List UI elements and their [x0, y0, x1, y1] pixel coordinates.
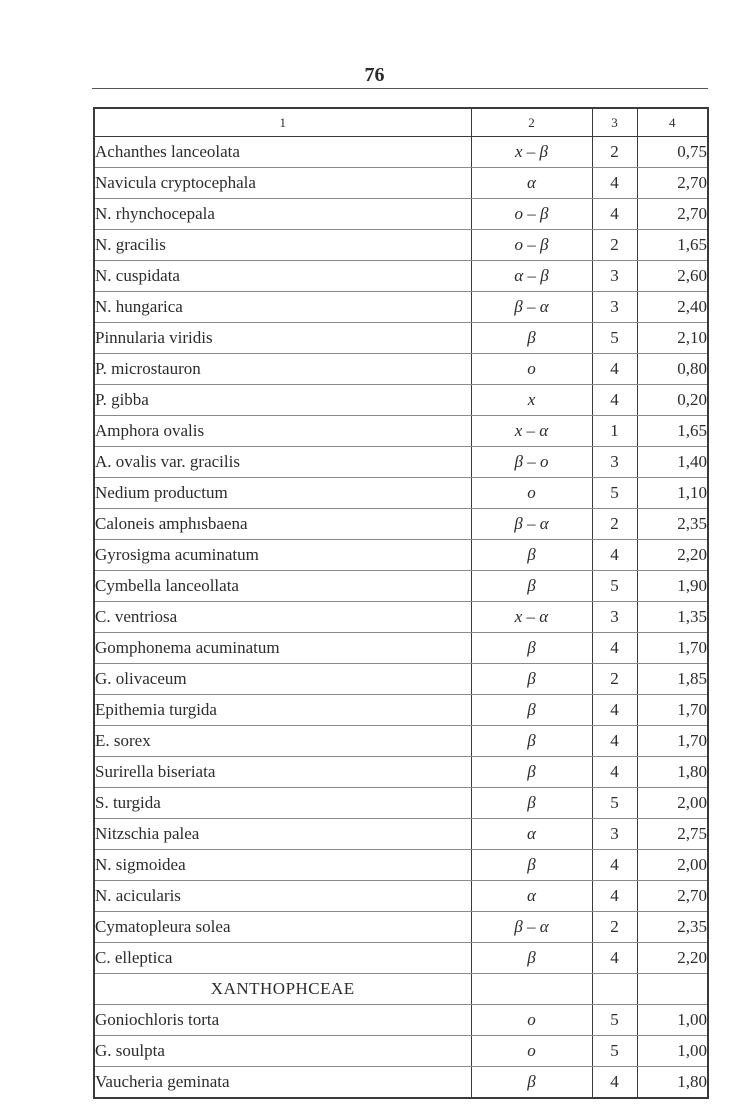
saprobity-grade: β — [471, 726, 592, 757]
table-row — [94, 323, 708, 354]
saprobity-grade: β — [471, 540, 592, 571]
species-name: Cymbella lanceollata — [94, 571, 471, 602]
column-4-value: 0,80 — [637, 354, 708, 385]
table-row — [94, 912, 708, 943]
table-row — [94, 602, 708, 633]
species-name: Navicula cryptocephala — [94, 168, 471, 199]
section-title: XANTHOPHCEAE — [94, 974, 471, 1005]
table-row — [94, 261, 708, 292]
column-3-value: 4 — [592, 385, 637, 416]
table-row — [94, 385, 708, 416]
saprobity-grade: o — [471, 354, 592, 385]
table-row — [94, 664, 708, 695]
column-3-value: 3 — [592, 819, 637, 850]
column-3-value: 4 — [592, 881, 637, 912]
column-4-value: 2,10 — [637, 323, 708, 354]
table-row — [94, 230, 708, 261]
column-3-value: 4 — [592, 633, 637, 664]
column-4-value: 2,35 — [637, 509, 708, 540]
table-row — [94, 416, 708, 447]
column-3-value: 3 — [592, 292, 637, 323]
table-row — [94, 1036, 708, 1067]
column-header-3: 3 — [592, 108, 637, 137]
species-name: N. cuspidata — [94, 261, 471, 292]
column-3-value: 4 — [592, 757, 637, 788]
species-name: Goniochloris torta — [94, 1005, 471, 1036]
saprobity-grade: β — [471, 571, 592, 602]
species-name: P. microstauron — [94, 354, 471, 385]
column-3-value: 3 — [592, 447, 637, 478]
column-4-value: 2,40 — [637, 292, 708, 323]
column-4-value: 1,70 — [637, 633, 708, 664]
saprobity-grade: α — [471, 168, 592, 199]
column-3-value: 4 — [592, 540, 637, 571]
saprobity-grade: x – α — [471, 602, 592, 633]
species-name: Epithemia turgida — [94, 695, 471, 726]
species-name: Amphora ovalis — [94, 416, 471, 447]
page-header-rule — [92, 88, 708, 89]
saprobity-grade: β — [471, 943, 592, 974]
saprobity-grade: β – α — [471, 912, 592, 943]
column-4-value: 2,00 — [637, 788, 708, 819]
table-row — [94, 354, 708, 385]
species-name: Caloneis amphısbaena — [94, 509, 471, 540]
species-name: N. sigmoidea — [94, 850, 471, 881]
column-3-value: 2 — [592, 230, 637, 261]
column-3-value: 2 — [592, 509, 637, 540]
column-4-value: 1,65 — [637, 416, 708, 447]
saprobity-grade: o – β — [471, 230, 592, 261]
saprobity-grade: x – α — [471, 416, 592, 447]
species-name: Surirella biseriata — [94, 757, 471, 788]
species-name: Cymatopleura solea — [94, 912, 471, 943]
table-row — [94, 199, 708, 230]
species-name: P. gibba — [94, 385, 471, 416]
column-header-1: 1 — [94, 108, 471, 137]
column-4-value: 1,85 — [637, 664, 708, 695]
column-3-value: 5 — [592, 1005, 637, 1036]
column-4-value: 2,20 — [637, 943, 708, 974]
table-row — [94, 1067, 708, 1099]
column-4-value: 1,00 — [637, 1005, 708, 1036]
species-name: C. elleptica — [94, 943, 471, 974]
page-number: 76 — [364, 64, 385, 86]
table-row — [94, 540, 708, 571]
table-row — [94, 695, 708, 726]
column-4-value: 2,70 — [637, 168, 708, 199]
table-row — [94, 788, 708, 819]
species-name: N. rhynchocepala — [94, 199, 471, 230]
column-4-value: 2,35 — [637, 912, 708, 943]
species-name: N. acicularis — [94, 881, 471, 912]
column-3-value: 5 — [592, 788, 637, 819]
column-3-value: 5 — [592, 1036, 637, 1067]
species-name: C. ventriosa — [94, 602, 471, 633]
column-4-value: 1,35 — [637, 602, 708, 633]
saprobity-grade: β — [471, 633, 592, 664]
table-row — [94, 571, 708, 602]
saprobity-grade: α – β — [471, 261, 592, 292]
table-row — [94, 137, 708, 168]
table-row — [94, 633, 708, 664]
column-3-value: 3 — [592, 261, 637, 292]
species-table — [93, 107, 709, 1099]
saprobity-grade: α — [471, 819, 592, 850]
column-4-value: 0,20 — [637, 385, 708, 416]
table-row — [94, 943, 708, 974]
table-row — [94, 757, 708, 788]
saprobity-grade: β — [471, 850, 592, 881]
table-row — [94, 478, 708, 509]
column-4-value: 2,70 — [637, 199, 708, 230]
column-3-value: 4 — [592, 943, 637, 974]
species-name: Nedium productum — [94, 478, 471, 509]
column-3-value — [592, 974, 637, 1005]
column-4-value: 2,60 — [637, 261, 708, 292]
saprobity-grade: o — [471, 1005, 592, 1036]
column-3-value: 2 — [592, 912, 637, 943]
species-name: S. turgida — [94, 788, 471, 819]
table-row — [94, 850, 708, 881]
table-body — [94, 137, 708, 1099]
column-header-4: 4 — [637, 108, 708, 137]
column-4-value: 1,90 — [637, 571, 708, 602]
column-4-value: 2,70 — [637, 881, 708, 912]
section-header-row — [94, 974, 708, 1005]
column-4-value: 1,00 — [637, 1036, 708, 1067]
column-3-value: 4 — [592, 199, 637, 230]
column-4-value: 2,20 — [637, 540, 708, 571]
saprobity-grade: o — [471, 478, 592, 509]
column-4-value: 1,80 — [637, 757, 708, 788]
saprobity-grade: o – β — [471, 199, 592, 230]
saprobity-grade: β – α — [471, 292, 592, 323]
column-3-value: 4 — [592, 168, 637, 199]
species-name: Nitzschia palea — [94, 819, 471, 850]
species-name: Pinnularia viridis — [94, 323, 471, 354]
saprobity-grade: β — [471, 664, 592, 695]
column-3-value: 1 — [592, 416, 637, 447]
table-row — [94, 447, 708, 478]
column-3-value: 4 — [592, 695, 637, 726]
table-header-row — [94, 108, 708, 137]
column-3-value: 4 — [592, 726, 637, 757]
table-row — [94, 1005, 708, 1036]
species-name: Gomphonema acuminatum — [94, 633, 471, 664]
saprobity-grade: β — [471, 695, 592, 726]
table-row — [94, 168, 708, 199]
saprobity-grade: β – α — [471, 509, 592, 540]
column-3-value: 4 — [592, 850, 637, 881]
species-name: Vaucheria geminata — [94, 1067, 471, 1099]
species-name: N. gracilis — [94, 230, 471, 261]
species-name: E. sorex — [94, 726, 471, 757]
species-name: N. hungarica — [94, 292, 471, 323]
table-row — [94, 881, 708, 912]
saprobity-grade: β – o — [471, 447, 592, 478]
column-3-value: 4 — [592, 1067, 637, 1099]
column-4-value: 1,10 — [637, 478, 708, 509]
saprobity-grade: β — [471, 323, 592, 354]
saprobity-grade: β — [471, 1067, 592, 1099]
column-4-value: 1,40 — [637, 447, 708, 478]
column-4-value: 1,70 — [637, 726, 708, 757]
column-3-value: 3 — [592, 602, 637, 633]
species-name: A. ovalis var. gracilis — [94, 447, 471, 478]
column-4-value: 2,75 — [637, 819, 708, 850]
column-4-value — [637, 974, 708, 1005]
column-3-value: 5 — [592, 323, 637, 354]
saprobity-grade: x – β — [471, 137, 592, 168]
table-row — [94, 509, 708, 540]
column-4-value: 2,00 — [637, 850, 708, 881]
saprobity-grade: x — [471, 385, 592, 416]
column-3-value: 2 — [592, 137, 637, 168]
saprobity-grade: o — [471, 1036, 592, 1067]
species-name: Gyrosigma acuminatum — [94, 540, 471, 571]
saprobity-grade: β — [471, 757, 592, 788]
column-header-2: 2 — [471, 108, 592, 137]
species-name: G. soulpta — [94, 1036, 471, 1067]
table-row — [94, 292, 708, 323]
column-4-value: 1,65 — [637, 230, 708, 261]
column-4-value: 1,80 — [637, 1067, 708, 1099]
species-name: Achanthes lanceolata — [94, 137, 471, 168]
species-name: G. olivaceum — [94, 664, 471, 695]
column-4-value: 1,70 — [637, 695, 708, 726]
table-row — [94, 726, 708, 757]
saprobity-grade — [471, 974, 592, 1005]
column-3-value: 5 — [592, 478, 637, 509]
column-4-value: 0,75 — [637, 137, 708, 168]
column-3-value: 4 — [592, 354, 637, 385]
column-3-value: 5 — [592, 571, 637, 602]
table-row — [94, 819, 708, 850]
saprobity-grade: β — [471, 788, 592, 819]
saprobity-grade: α — [471, 881, 592, 912]
column-3-value: 2 — [592, 664, 637, 695]
